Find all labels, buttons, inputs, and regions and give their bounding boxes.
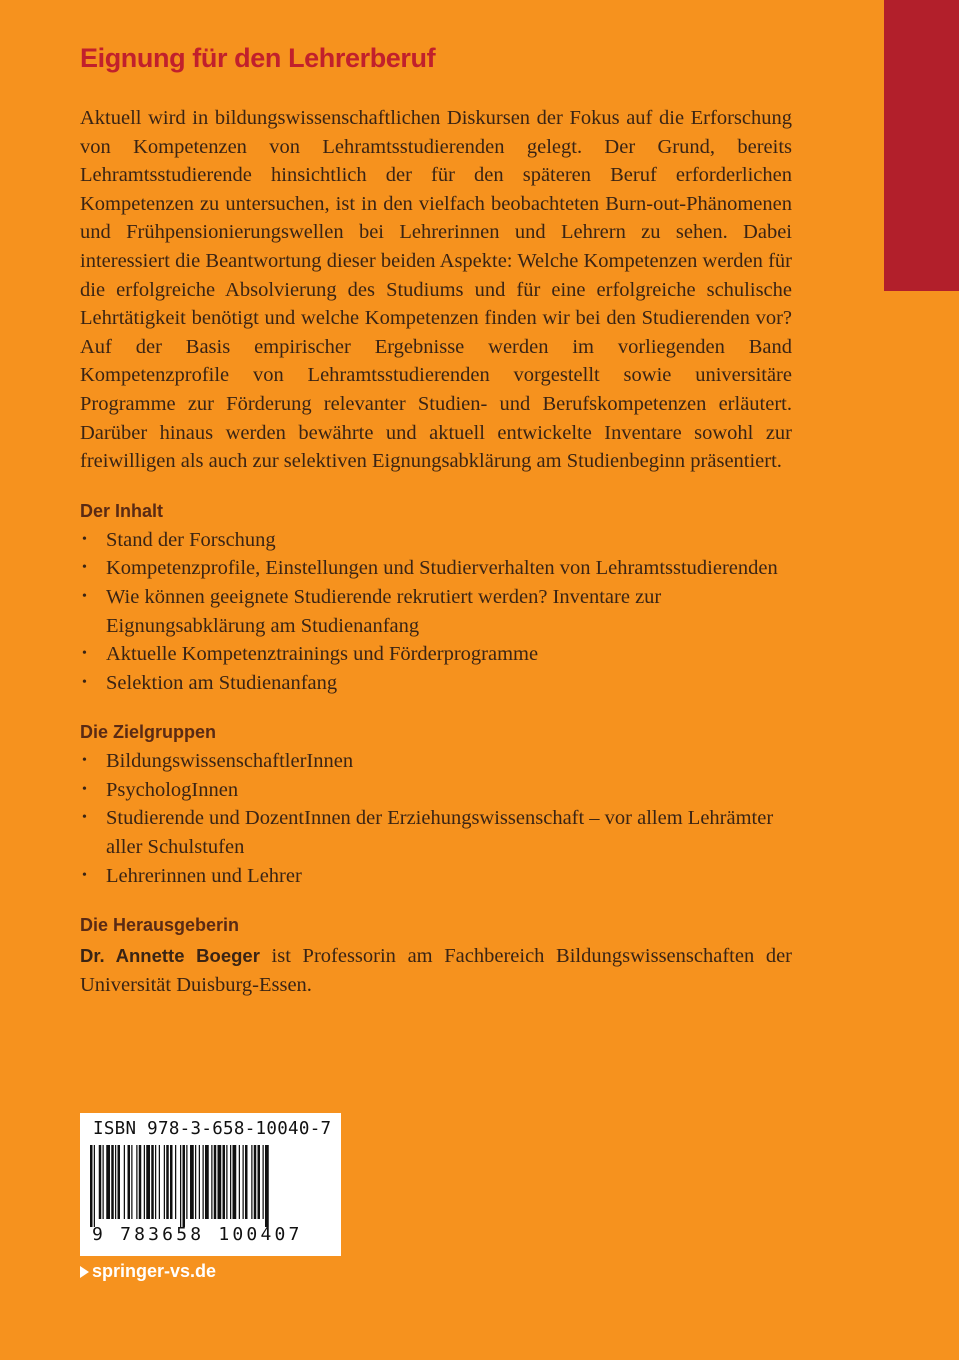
red-accent-tab: [884, 0, 959, 291]
ean-number: 9 783658 100407: [92, 1224, 303, 1245]
list-item: • PsychologInnen: [80, 776, 792, 805]
section-heading-inhalt: Der Inhalt: [80, 500, 164, 521]
list-item: • BildungswissenschaftlerInnen: [80, 747, 792, 776]
arrow-right-icon: [80, 1266, 89, 1278]
book-title: Eignung für den Lehrerberuf: [80, 43, 436, 73]
section-heading-zielgruppen: Die Zielgruppen: [80, 722, 217, 743]
barcode-bars: [88, 1145, 333, 1227]
inhalt-list: [80, 526, 792, 698]
list-item: • Lehrerinnen und Lehrer: [80, 862, 792, 891]
intro-paragraph: Aktuell wird in bildungswissenschaftlichen Diskursen der Fokus auf die Erforschung von Kompetenzen von Lehramtsstudierenden gelegt. Der Grund, bereits Lehramtsstudierende hinsichtlich der für den späteren Beruf erforderlichen Kompetenzen zu untersuchen, ist in den vielfach beobachteten Burn-out-Phänomenen und Frühpensionierungswellen bei Lehrerinnen und Lehrern zu sehen. Dabei interessiert die Beantwortung dieser beiden Aspekte: Welche Kompetenzen werden für die erfolgreiche Absolvierung des Studiums und für eine erfolgreiche schulische Lehrtätigkeit benötigt und welche Kompetenzen finden wir bei den Studierenden vor? Auf der Basis empirischer Ergebnisse werden im vorliegenden Band Kompetenzprofile von Lehramtsstudierenden vorgestellt sowie universitäre Programme zur Förderung relevanter Studien- und Berufskompetenzen erläutert. Darüber hinaus werden bewährte und aktuell entwickelte Inventare sowohl zur freiwilligen als auch zur selektiven Eignungsabklärung am Studienbeginn präsentiert.: [80, 107, 792, 473]
list-item: • Stand der Forschung: [80, 526, 792, 555]
list-item: • Aktuelle Kompetenztrainings und Förderprogramme: [80, 640, 792, 669]
back-cover-content: [80, 38, 792, 999]
list-item: • Selektion am Studienanfang: [80, 669, 792, 698]
editor-name: Dr. Annette Boeger: [80, 945, 260, 967]
list-item: • Kompetenzprofile, Einstellungen und Studierverhalten von Lehramtsstudierenden: [80, 554, 792, 583]
publisher-url: springer-vs.de: [92, 1261, 217, 1281]
isbn-barcode: [80, 1113, 341, 1256]
list-item: • Studierende und DozentInnen der Erziehungswissenschaft – vor allem Lehrämter aller Schulstufen: [80, 804, 792, 861]
list-item: • Wie können geeignete Studierende rekrutiert werden? Inventare zur Eignungsabklärung am Studienanfang: [80, 583, 792, 640]
isbn-label: ISBN 978-3-658-10040-7: [93, 1119, 332, 1139]
section-heading-herausgeberin: Die Herausgeberin: [80, 915, 240, 936]
zielgruppen-list: [80, 747, 792, 890]
publisher-link[interactable]: [80, 1261, 216, 1282]
editor-bio: [80, 942, 792, 999]
editor-bio-text: ist Professorin am Fachbereich Bildungswissenschaften der Universität Duisburg-Essen.: [80, 945, 793, 996]
